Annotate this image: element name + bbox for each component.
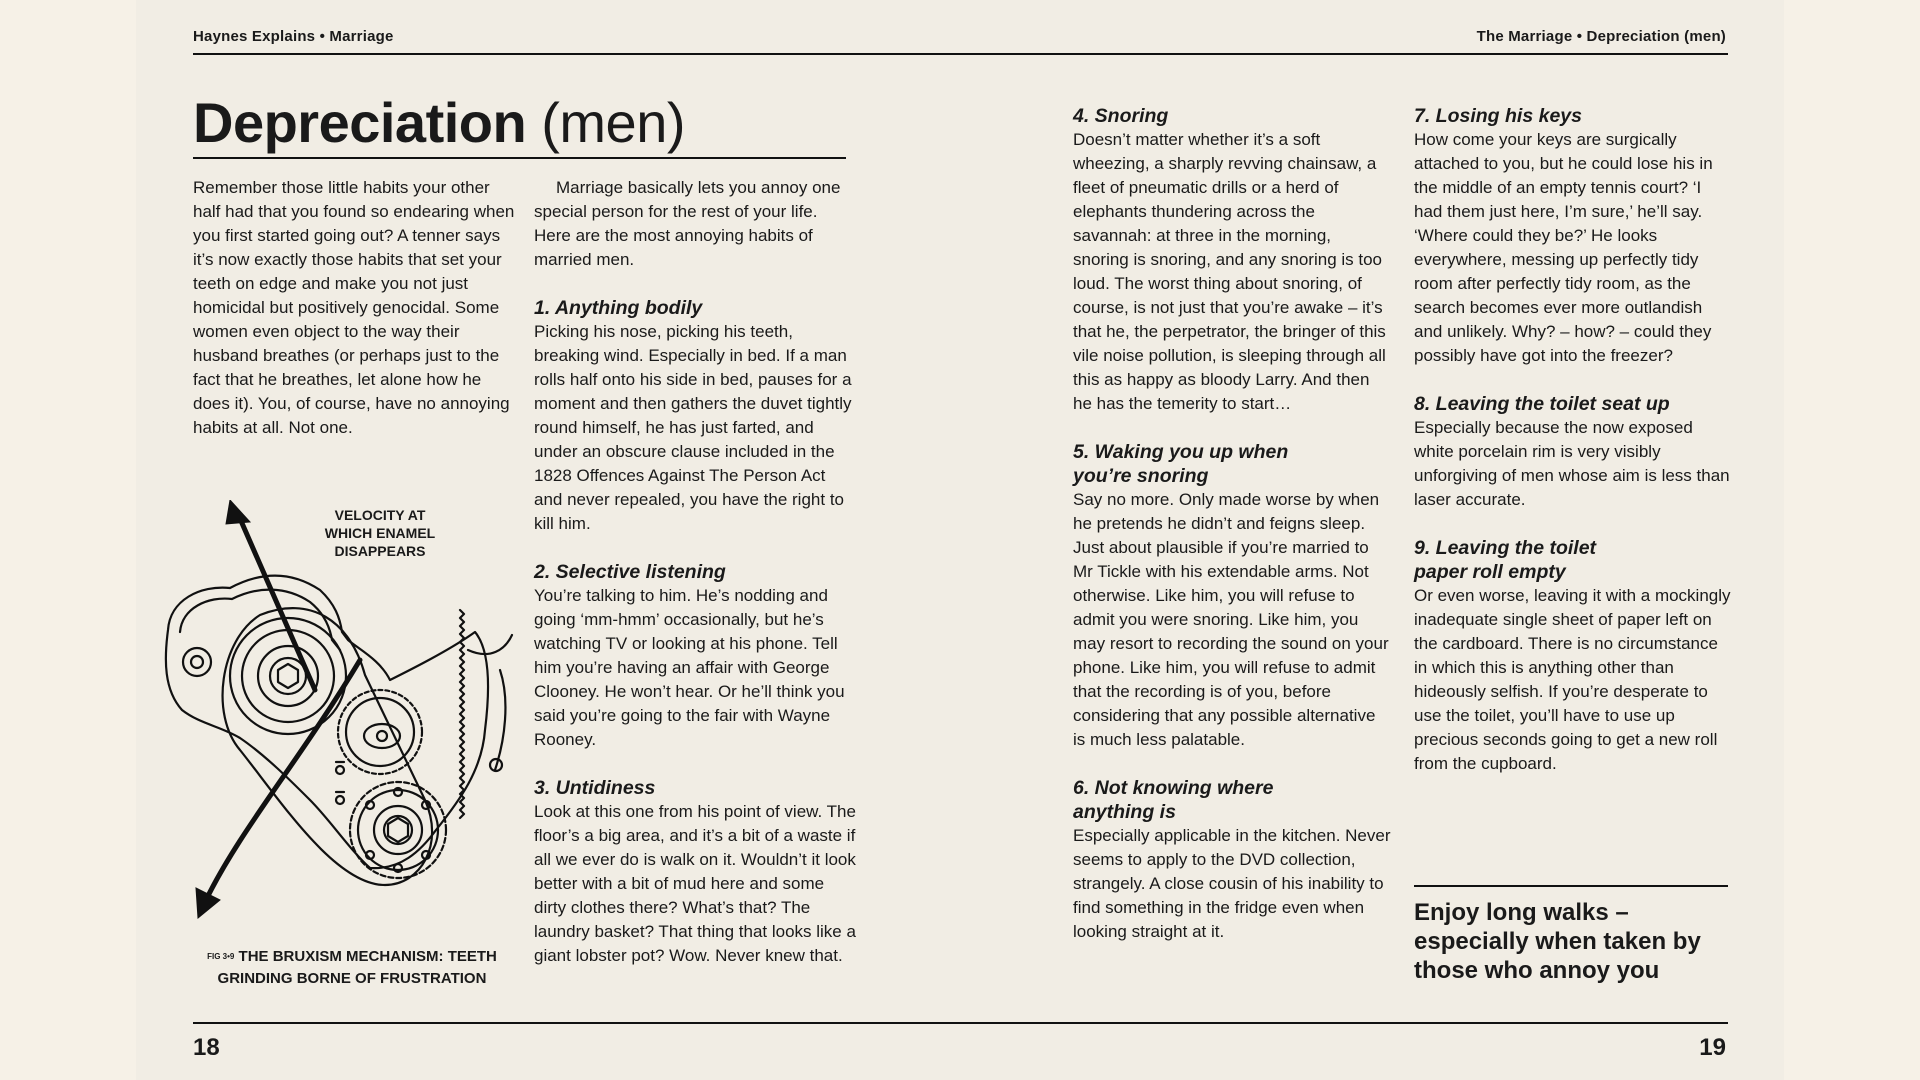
title-bold: Depreciation <box>193 91 527 154</box>
engine-housing-inner <box>180 590 340 650</box>
habit-body: Look at this one from his point of view. The floor’s a big area, and it’s a bit of a waste if all we ever do is walk on it. Wouldn’t it look better with a bit of mud here and some dirty clothes there? What’s that? The laundry basket? That thing that looks like a giant lobster pot? Wow. Never knew that. <box>534 802 856 965</box>
habit-body: You’re talking to him. He’s nodding and going ‘mm-hmm’ occasionally, but he’s watching TV or looking at his phone. Tell him you’re having an affair with George Clooney. He won’t hear. Or he’ll think you said you’re going to the fair with Wayne Rooney. <box>534 586 845 749</box>
column-habits-1-3 <box>534 176 856 968</box>
habit-heading: 9. Leaving the toilet paper roll empty <box>1414 537 1597 583</box>
column-intro <box>193 176 515 440</box>
lead-text: Marriage basically lets you annoy one special person for the rest of your life. Here are the most annoying habits of married men. <box>534 178 841 269</box>
habit-body: Say no more. Only made worse by when he pretends he didn’t and feigns sleep. Just about plausible if you’re married to Mr Tickle with his extendable arms. Not otherwise. Like him, you will refuse to admit you were snoring. Like him, you may resort to recording the sound on your phone. Like him, you will refuse to admit that the recording is of you, before considering that any possible alternative is much less palatable. <box>1073 490 1389 749</box>
habit-heading: 7. Losing his keys <box>1414 105 1582 127</box>
figure-caption <box>193 946 511 990</box>
habit-body: How come your keys are surgically attached to you, but he could lose his in the middle of an empty tennis court? ‘I had them just here, I’m sure,’ he’ll say. ‘Where could they be?’ He looks everywhere, messing up perfectly tidy room after perfectly tidy room, as the search becomes ever more outlandish and unlikely. Why? – how? – could they possibly have got into the freezer? <box>1414 130 1713 365</box>
pull-quote-rule <box>1414 885 1728 887</box>
toothed-belt-edge <box>460 610 464 818</box>
page-number-right: 19 <box>1699 1034 1726 1061</box>
cam-pulley <box>230 618 346 734</box>
arrowhead-up <box>226 500 250 524</box>
intro-text: Remember those little habits your other half had that you found so endearing when you first started going out? A tenner says it’s now exactly those habits that set your teeth on edge and make you not just homicidal but positively genocidal. Some women even object to the way their husband breathes (or perhaps just to the fact that he breathes, let alone how he does it). You, of course, have no annoying habits at all. Not one. <box>193 178 515 437</box>
habit-body: Doesn’t matter whether it’s a soft wheezing, a sharply revving chainsaw, a fleet of pneumatic drills or a herd of elephants thundering across the savannah: at three in the morning, snoring is snoring, and any snoring is too loud. The worst thing about snoring, of course, is not just that you’re awake – it’s that he, the perpetrator, the bringer of this vile noise pollution, is sleeping through all this as happy as bloody Larry. And then he has the temerity to start… <box>1073 130 1386 413</box>
running-header-right: The Marriage • Depreciation (men) <box>1476 28 1726 45</box>
habit-heading: 1. Anything bodily <box>534 297 703 319</box>
habit-body: Or even worse, leaving it with a mockingly inadequate single sheet of paper left on the cardboard. There is no circumstance in which this is anything other than hideously selfish. If you’re desperate to use the toilet, you’ll have to use up precious seconds going to get a new roll from the cupboard. <box>1414 586 1731 773</box>
page-title <box>193 90 685 155</box>
housing-bracket <box>468 635 512 770</box>
pull-quote: Enjoy long walks – especially when taken by those who annoy you <box>1414 899 1701 984</box>
idler-pulley <box>183 648 211 676</box>
title-rest: (men) <box>526 91 685 154</box>
habit-heading: 5. Waking you up when you’re snoring <box>1073 441 1289 487</box>
habit-body: Picking his nose, picking his teeth, breaking wind. Especially in bed. If a man rolls half onto his side in bed, pauses for a moment and then gathers the duvet tightly round himself, he has just farted, and under an obscure clause included in the 1828 Offences Against The Person Act and never repealed, you have the right to kill him. <box>534 322 852 533</box>
habit-heading: 2. Selective listening <box>534 561 726 583</box>
column-habits-7-9 <box>1414 104 1732 776</box>
habit-heading: 3. Untidiness <box>534 777 656 799</box>
figure-number: FIG 3•9 <box>207 952 235 961</box>
habit-heading: 4. Snoring <box>1073 105 1169 127</box>
habit-heading: 8. Leaving the toilet seat up <box>1414 393 1670 415</box>
header-rule <box>193 53 1728 55</box>
caption-text: THE BRUXISM MECHANISM: TEETH GRINDING BORNE OF FRUSTRATION <box>217 948 497 987</box>
bruxism-diagram <box>160 500 520 930</box>
title-rule <box>193 157 846 159</box>
habit-heading: 6. Not knowing where anything is <box>1073 777 1274 823</box>
running-header-left: Haynes Explains • Marriage <box>193 28 394 45</box>
engine-housing <box>166 576 488 869</box>
habit-body: Especially because the now exposed white porcelain rim is very visibly unforgiving of men whose aim is less than laser accurate. <box>1414 418 1730 509</box>
habit-body: Especially applicable in the kitchen. Never seems to apply to the DVD collection, strangely. A close cousin of his inability to find something in the fridge even when looking straight at it. <box>1073 826 1391 941</box>
arrow-label: VELOCITY AT WHICH ENAMEL DISAPPEARS <box>324 507 436 559</box>
page-number-left: 18 <box>193 1034 220 1061</box>
footer-rule <box>193 1022 1728 1024</box>
column-habits-4-6 <box>1073 104 1391 944</box>
